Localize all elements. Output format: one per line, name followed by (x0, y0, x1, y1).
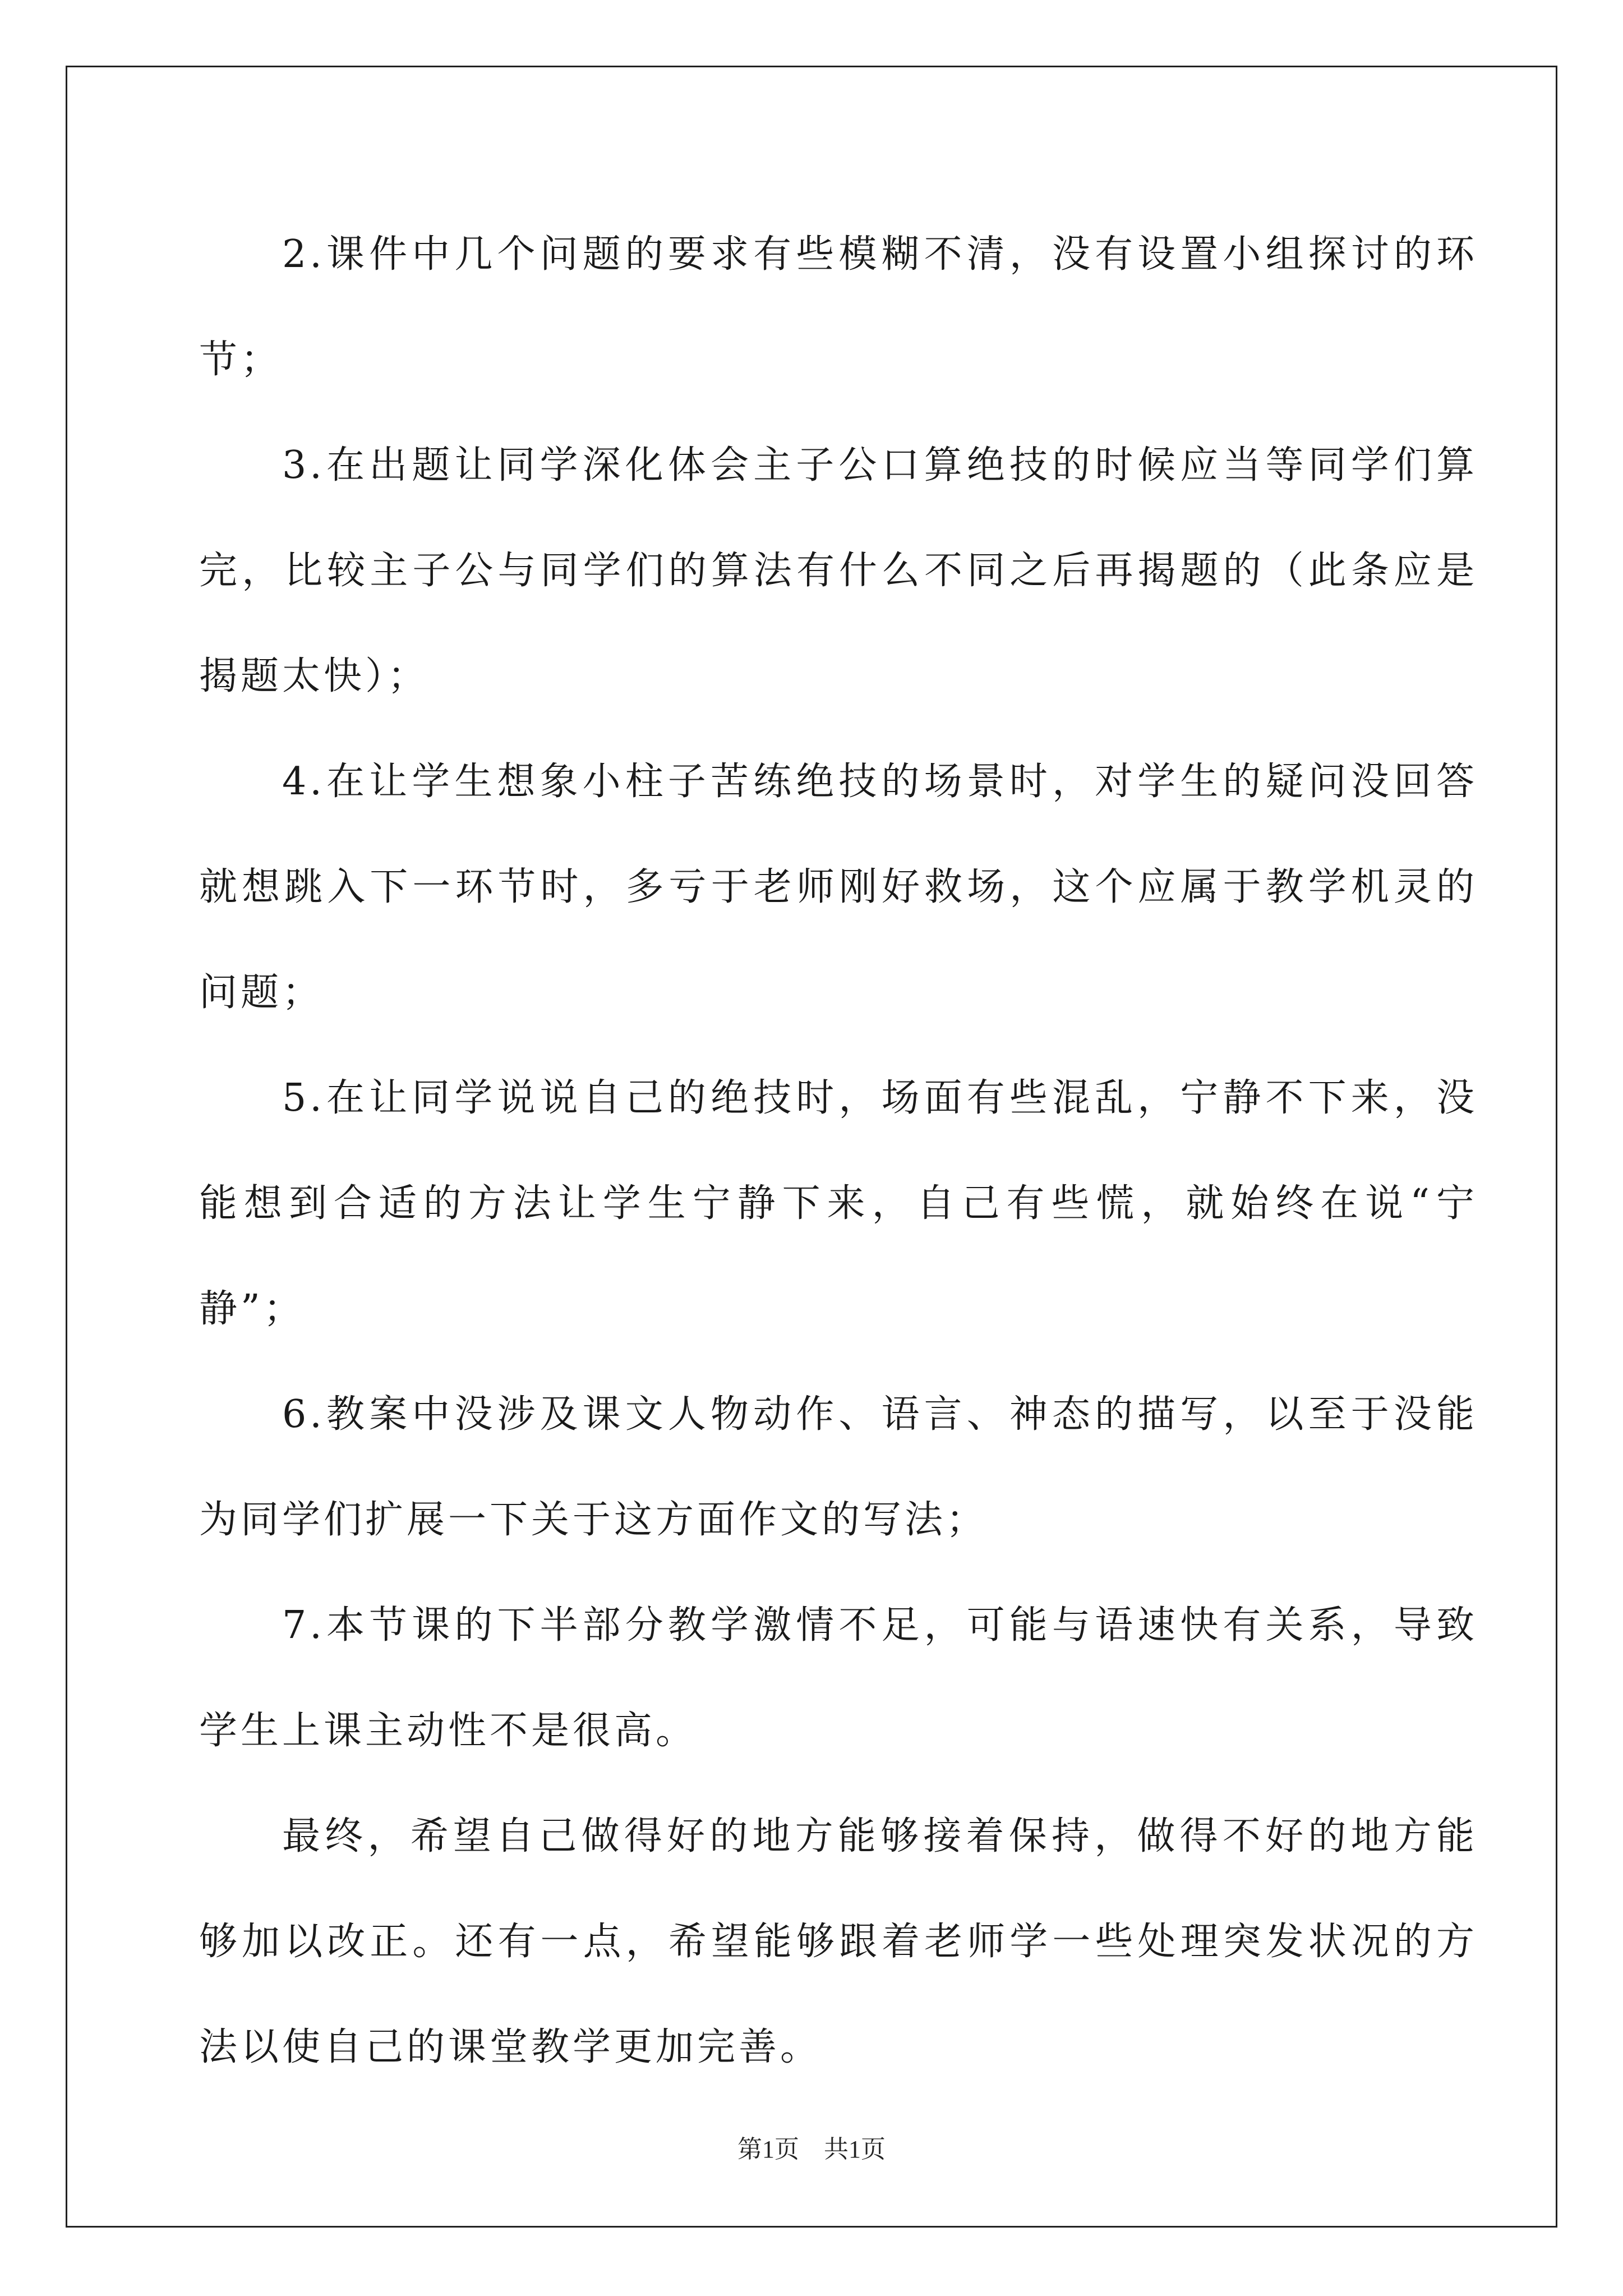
paragraph-item-5: 5.在让同学说说自己的绝技时，场面有些混乱，宁静不下来，没能想到合适的方法让学生宁静下来，自己有些慌，就始终在说“宁静”； (199, 1076, 1478, 1331)
paragraph-item-7: 7.本节课的下半部分教学激情不足，可能与语速快有关系，导致学生上课主动性不是很高。 (199, 1603, 1478, 1753)
paragraph-item-3: 3.在出题让同学深化体会主子公口算绝技的时候应当等同学们算完，比较主子公与同学们的算法有什么不同之后再揭题的（此条应是揭题太快）； (199, 443, 1478, 698)
paragraph-item-2: 2.课件中几个问题的要求有些模糊不清，没有设置小组探讨的环节； (199, 232, 1478, 382)
paragraph-item-6: 6.教案中没涉及课文人物动作、语言、神态的描写，以至于没能为同学们扩展一下关于这方面作文的写法； (199, 1392, 1478, 1542)
paragraph-item-4: 4.在让学生想象小柱子苦练绝技的场景时，对学生的疑问没回答就想跳入下一环节时，多亏于老师刚好救场，这个应属于教学机灵的问题； (199, 760, 1478, 1015)
page-number-total: 共1页 (824, 2136, 886, 2163)
page-number-current: 第1页 (737, 2136, 799, 2163)
page-footer (0, 2129, 1623, 2165)
paragraph-conclusion: 最终，希望自己做得好的地方能够接着保持，做得不好的地方能够加以改正。还有一点，希望能够跟着老师学一些处理突发状况的方法以使自己的课堂教学更加完善。 (199, 1814, 1478, 2069)
document-body (199, 202, 1478, 2100)
